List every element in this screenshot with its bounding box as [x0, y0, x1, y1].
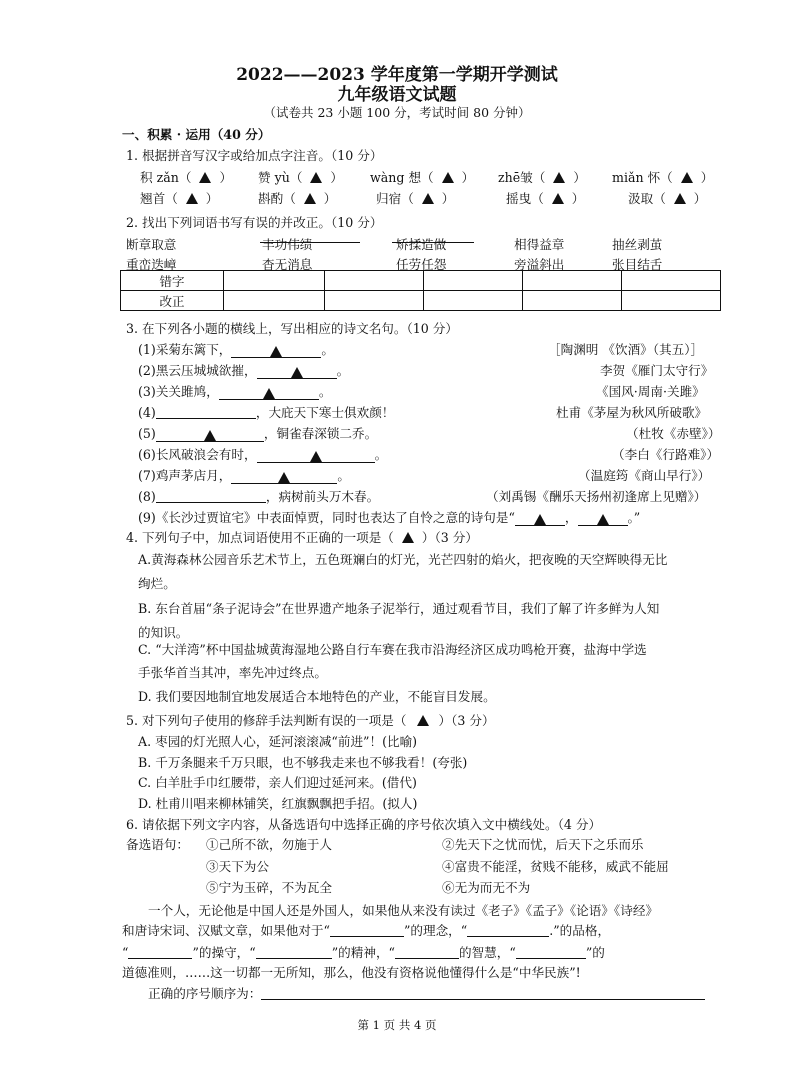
q2-word: 丰功伟绩 — [262, 237, 313, 252]
q6-stem: 6. 请依据下列文字内容，从备选语句中选择正确的序号依次填入文中横线处。（4 分） — [126, 817, 602, 832]
q6-option: ①己所不欲，勿施于人 — [206, 837, 332, 852]
q6-option: ③天下为公 — [206, 859, 269, 874]
q5-option-a: A. 枣园的灯光照人心，延河滚滚减“前进”！(比喻) — [138, 734, 418, 749]
poem-source: （温庭筠《商山早行》） — [578, 468, 711, 483]
answer-triangle-icon — [674, 193, 686, 204]
poem-line: (4) ，大庇天下寒士俱欢颜！ — [138, 405, 395, 420]
poem-line: (1)采菊东篱下， 。 — [138, 342, 334, 357]
answer-triangle-icon — [199, 172, 211, 183]
q1-item: 摇曳（ ） — [506, 191, 585, 206]
answer-cell[interactable] — [523, 271, 622, 291]
q6-option: ②先天下之忧而忧，后天下之乐而乐 — [442, 837, 644, 852]
q6-passage-line: 和唐诗宋词、汉赋文章，如果他对于“ ”的理念，“ .”的品格， — [122, 923, 611, 938]
q4-option-d: D. 我们要因地制宜地发展适合本地特色的产业，不能盲目发展。 — [138, 689, 496, 704]
q2-word: 任劳任怨 — [396, 257, 447, 272]
q2-word: 旁溢斜出 — [514, 257, 565, 272]
answer-blank[interactable] — [578, 512, 628, 526]
answer-blank[interactable] — [330, 923, 404, 937]
answer-triangle-icon — [304, 193, 316, 204]
answer-triangle-icon — [402, 532, 414, 543]
page-number: 第 1 页 共 4 页 — [357, 1018, 437, 1032]
q6-passage-line: 道德准则，……这一切都一无所知，那么，他没有资格说他懂得什么是“中华民族”! — [122, 965, 581, 980]
poem-source: （李白《行路难》） — [612, 447, 720, 462]
answer-blank[interactable] — [257, 449, 375, 463]
answer-blank[interactable] — [156, 489, 266, 503]
poem-source: （杜牧《赤壁》） — [626, 426, 721, 441]
q2-word: 矫揉造做 — [396, 237, 447, 252]
answer-triangle-icon — [553, 172, 565, 183]
q2-word: 断章取意 — [126, 237, 177, 252]
exam-title: 2022——2023 学年度第一学期开学测试 — [236, 65, 558, 85]
answer-blank[interactable] — [515, 512, 565, 526]
q5-option-d: D. 杜甫川唱来柳林铺笑，红旗飘飘把手招。(拟人) — [138, 796, 418, 811]
answer-cell[interactable] — [622, 271, 721, 291]
q3-stem: 3. 在下列各小题的横线上，写出相应的诗文名句。（10 分） — [126, 321, 458, 336]
q5-option-b: B. 千万条腿来千万只眼，也不够我走来也不够我看！(夸张) — [138, 755, 468, 770]
q6-answer-line: 正确的序号顺序为： — [148, 983, 705, 1002]
poem-line: (3)关关雎鸠， 。 — [138, 384, 332, 399]
q1-item: miǎn 怀（ ） — [612, 170, 714, 185]
answer-cell[interactable] — [224, 271, 325, 291]
q4-option-b-cont: 的知识。 — [138, 625, 189, 640]
answer-triangle-icon — [278, 472, 290, 483]
q1-item: wàng 想（ ） — [370, 170, 475, 185]
answer-triangle-icon — [204, 430, 216, 441]
q1-item: 赞 yù（ ） — [258, 170, 344, 185]
answer-triangle-icon — [422, 193, 434, 204]
poem-source: 杜甫《茅屋为秋风所破歌》 — [556, 405, 708, 420]
answer-blank[interactable] — [156, 405, 256, 419]
poem-line: (5) ，铜雀春深锁二乔。 — [138, 426, 378, 441]
answer-cell[interactable] — [224, 291, 325, 311]
answer-blank[interactable] — [231, 470, 337, 484]
q1-stem: 1. 根据拼音写汉字或给加点字注音。（10 分） — [126, 148, 383, 163]
poem-source: （刘禹锡《酬乐天扬州初逢席上见赠》） — [486, 489, 707, 504]
q6-option: ④富贵不能淫，贫贱不能移，威武不能屈 — [442, 859, 669, 874]
answer-triangle-icon — [291, 367, 303, 378]
answer-triangle-icon — [186, 193, 198, 204]
poem-line: (8) ，病树前头万木春。 — [138, 489, 380, 504]
q6-options-label: 备选语句： — [126, 837, 189, 852]
q6-passage-line: “ ”的操守，“ ”的精神，“ 的智慧，“ ”的 — [122, 945, 605, 960]
table-row — [121, 271, 721, 291]
exam-subject-title: 九年级语文试题 — [337, 85, 457, 105]
answer-triangle-icon — [681, 172, 693, 183]
answer-blank[interactable] — [516, 945, 586, 959]
answer-triangle-icon — [534, 514, 546, 525]
answer-cell[interactable] — [622, 291, 721, 311]
answer-triangle-icon — [597, 514, 609, 525]
answer-blank[interactable] — [231, 344, 321, 358]
q4-option-c: C. “大洋湾”杯中国盐城黄海湿地公路自行车赛在我市沿海经济区成功鸣枪开赛，盐海中学选 — [138, 642, 647, 657]
poem-line: (2)黑云压城城欲摧， 。 — [138, 363, 350, 378]
q6-option: ⑥无为而无不为 — [442, 880, 531, 895]
q2-word: 抽丝剥茧 — [612, 237, 663, 252]
answer-blank[interactable] — [219, 386, 319, 400]
poem-source: 《国风·周南·关雎》 — [596, 384, 705, 399]
table-row-label: 错字 — [121, 271, 224, 291]
q4-option-a: A.黄海森林公园音乐艺术节上，五色斑斓白的灯光，光芒四射的焰火，把夜晚的天空辉映得无比 — [138, 552, 668, 567]
q5-option-c: C. 白羊肚手巾红腰带，亲人们迎过延河来。(借代) — [138, 775, 417, 790]
q1-item: zhē皱（ ） — [498, 170, 586, 185]
poem-line: (9)《长沙过贾谊宅》中表面悼贾，同时也表达了自怜之意的诗句是“ ， 。” — [138, 510, 641, 525]
q4-option-a-cont: 绚烂。 — [138, 576, 176, 591]
answer-cell[interactable] — [325, 271, 424, 291]
q2-stem: 2. 找出下列词语书写有误的并改正。（10 分） — [126, 215, 383, 230]
q2-word: 杳无消息 — [262, 257, 313, 272]
answer-triangle-icon — [263, 388, 275, 399]
answer-triangle-icon — [270, 346, 282, 357]
answer-triangle-icon — [310, 451, 322, 462]
section-heading: 一、积累 · 运用（40 分） — [122, 127, 271, 142]
answer-cell[interactable] — [523, 291, 622, 311]
q6-option: ⑤宁为玉碎，不为瓦全 — [206, 880, 332, 895]
q1-item: 积 zǎn（ ） — [140, 170, 233, 185]
q1-item: 斟酌（ ） — [258, 191, 337, 206]
answer-blank[interactable] — [261, 986, 705, 1000]
q4-stem: 4. 下列句子中，加点词语使用不正确的一项是（ ）（3 分） — [126, 530, 478, 545]
q2-word: 重峦迭嶂 — [126, 257, 177, 272]
answer-blank[interactable] — [156, 428, 264, 442]
answer-blank[interactable] — [395, 945, 459, 959]
answer-blank[interactable] — [467, 923, 549, 937]
poem-line: (6)长风破浪会有时， 。 — [138, 447, 388, 462]
poem-source: 李贺《雁门太守行》 — [600, 363, 714, 378]
q1-item: 汲取（ ） — [628, 191, 707, 206]
q2-word: 相得益章 — [514, 237, 565, 252]
table-row — [121, 291, 721, 311]
q6-passage-line: 一个人，无论他是中国人还是外国人，如果他从来没有读过《老子》《孟子》《论语》《诗经》 — [148, 903, 659, 918]
q2-word: 张目结舌 — [612, 257, 663, 272]
answer-triangle-icon — [417, 715, 429, 726]
q1-item: 翘首（ ） — [140, 191, 219, 206]
q1-item: 归宿（ ） — [376, 191, 455, 206]
correction-table — [120, 270, 721, 311]
answer-cell[interactable] — [424, 291, 523, 311]
q4-option-c-cont: 手张华首当其冲，率先冲过终点。 — [138, 665, 327, 680]
poem-line: (7)鸡声茅店月， 。 — [138, 468, 350, 483]
poem-source: ［陶渊明 《饮酒》（其五）］ — [548, 342, 704, 357]
answer-blank[interactable] — [257, 365, 337, 379]
answer-blank[interactable] — [128, 945, 192, 959]
table-row-label: 改正 — [121, 291, 224, 311]
answer-blank[interactable] — [256, 945, 332, 959]
exam-info: （试卷共 23 小题 100 分，考试时间 80 分钟） — [263, 105, 531, 120]
answer-triangle-icon — [552, 193, 564, 204]
q4-option-b: B. 东台首届“条子泥诗会”在世界遗产地条子泥举行，通过观看节目，我们了解了许多鲜为人知 — [138, 601, 660, 616]
answer-triangle-icon — [442, 172, 454, 183]
answer-cell[interactable] — [325, 291, 424, 311]
underline — [392, 242, 474, 243]
answer-triangle-icon — [310, 172, 322, 183]
underline — [260, 242, 360, 243]
answer-cell[interactable] — [424, 271, 523, 291]
q5-stem: 5. 对下列句子使用的修辞手法判断有误的一项是（ ）（3 分） — [126, 713, 495, 728]
